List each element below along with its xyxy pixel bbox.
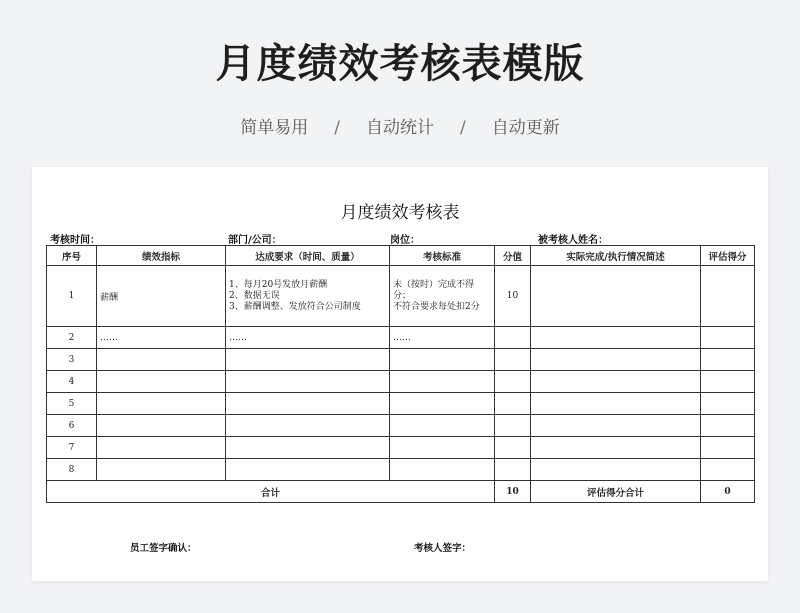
indicator-cell[interactable]: 薪酬 <box>97 266 226 327</box>
department-label: 部门/公司： <box>228 235 282 246</box>
table-row <box>47 415 755 437</box>
table-row <box>47 349 755 371</box>
feature-auto-stat: 自动统计 <box>366 118 434 138</box>
score-cell[interactable] <box>495 349 531 371</box>
requirement-cell[interactable] <box>226 437 390 459</box>
requirement-line: 2、数据无误 <box>229 290 280 301</box>
assessee-name-label: 被考核人姓名： <box>538 235 608 246</box>
indicator-cell[interactable] <box>97 459 226 481</box>
actual-cell[interactable] <box>531 327 701 349</box>
assessor-signature-label: 考核人签字： <box>414 543 472 554</box>
requirement-cell[interactable]: …… <box>226 327 390 349</box>
standard-cell[interactable] <box>390 266 495 327</box>
requirement-cell[interactable] <box>226 415 390 437</box>
eval-cell[interactable] <box>701 459 755 481</box>
table-header-row <box>47 246 755 266</box>
indicator-cell[interactable] <box>97 437 226 459</box>
column-header: 实际完成/执行情况简述 <box>531 246 701 266</box>
total-row <box>47 481 755 503</box>
eval-cell[interactable] <box>701 327 755 349</box>
sheet-title: 月度绩效考核表 <box>340 203 460 223</box>
employee-signature-label: 员工签字确认： <box>130 543 197 554</box>
eval-total-value: 0 <box>701 481 755 503</box>
table-row <box>47 266 755 327</box>
table-row <box>47 393 755 415</box>
requirement-line: 1、每月20号发放月薪酬 <box>229 279 328 290</box>
requirement-cell[interactable] <box>226 459 390 481</box>
score-cell[interactable]: 10 <box>495 266 531 327</box>
score-cell[interactable] <box>495 459 531 481</box>
standard-cell[interactable] <box>390 437 495 459</box>
score-cell[interactable] <box>495 371 531 393</box>
actual-cell[interactable] <box>531 371 701 393</box>
row-number: 2 <box>47 327 97 349</box>
separator: / <box>334 118 340 138</box>
eval-cell[interactable] <box>701 371 755 393</box>
actual-cell[interactable] <box>531 459 701 481</box>
table-row <box>47 437 755 459</box>
feature-auto-update: 自动更新 <box>491 118 560 138</box>
score-cell[interactable] <box>495 415 531 437</box>
score-cell[interactable] <box>495 393 531 415</box>
standard-cell[interactable] <box>390 459 495 481</box>
assessment-table <box>46 245 755 503</box>
eval-cell[interactable] <box>701 415 755 437</box>
indicator-cell[interactable] <box>97 371 226 393</box>
table-row <box>47 371 755 393</box>
eval-cell[interactable] <box>701 437 755 459</box>
row-number: 4 <box>47 371 97 393</box>
eval-cell[interactable] <box>701 393 755 415</box>
row-number: 1 <box>47 266 97 327</box>
page-title: 月度绩效考核表模版 <box>215 41 585 87</box>
actual-cell[interactable] <box>531 393 701 415</box>
feature-tagline <box>0 113 800 138</box>
standard-cell[interactable] <box>390 371 495 393</box>
indicator-cell[interactable] <box>97 349 226 371</box>
table-row <box>47 459 755 481</box>
standard-line: 不符合要求每处扣2分 <box>393 301 480 312</box>
actual-cell[interactable] <box>531 415 701 437</box>
post-label: 岗位： <box>390 235 420 246</box>
actual-cell[interactable] <box>531 437 701 459</box>
score-cell[interactable] <box>495 437 531 459</box>
actual-cell[interactable] <box>531 349 701 371</box>
actual-cell[interactable] <box>531 266 701 327</box>
standard-cell[interactable]: …… <box>390 327 495 349</box>
requirement-cell[interactable] <box>226 371 390 393</box>
requirement-line: 3、薪酬调整、发放符合公司制度 <box>229 301 361 312</box>
standard-line: 未（按时）完成不得分； <box>393 279 475 301</box>
column-header: 评估得分 <box>701 246 755 266</box>
indicator-cell[interactable] <box>97 415 226 437</box>
eval-cell[interactable] <box>701 266 755 327</box>
standard-cell[interactable] <box>390 415 495 437</box>
assessment-time-label: 考核时间： <box>50 235 100 246</box>
column-header: 分值 <box>495 246 531 266</box>
row-number: 3 <box>47 349 97 371</box>
eval-cell[interactable] <box>701 349 755 371</box>
score-cell[interactable] <box>495 327 531 349</box>
standard-cell[interactable] <box>390 393 495 415</box>
column-header: 达成要求（时间、质量） <box>226 246 390 266</box>
table-row <box>47 327 755 349</box>
requirement-cell[interactable] <box>226 393 390 415</box>
eval-total-label: 评估得分合计 <box>531 481 701 503</box>
standard-cell[interactable] <box>390 349 495 371</box>
column-header: 考核标准 <box>390 246 495 266</box>
total-label: 合计 <box>47 481 495 503</box>
assessment-sheet <box>32 167 768 581</box>
separator: / <box>460 118 466 138</box>
total-score: 10 <box>495 481 531 503</box>
feature-easy: 简单易用 <box>240 118 309 138</box>
row-number: 7 <box>47 437 97 459</box>
requirement-cell[interactable] <box>226 266 390 327</box>
row-number: 8 <box>47 459 97 481</box>
row-number: 5 <box>47 393 97 415</box>
row-number: 6 <box>47 415 97 437</box>
indicator-cell[interactable] <box>97 393 226 415</box>
indicator-cell[interactable]: …… <box>97 327 226 349</box>
requirement-cell[interactable] <box>226 349 390 371</box>
column-header: 序号 <box>47 246 97 266</box>
column-header: 绩效指标 <box>97 246 226 266</box>
